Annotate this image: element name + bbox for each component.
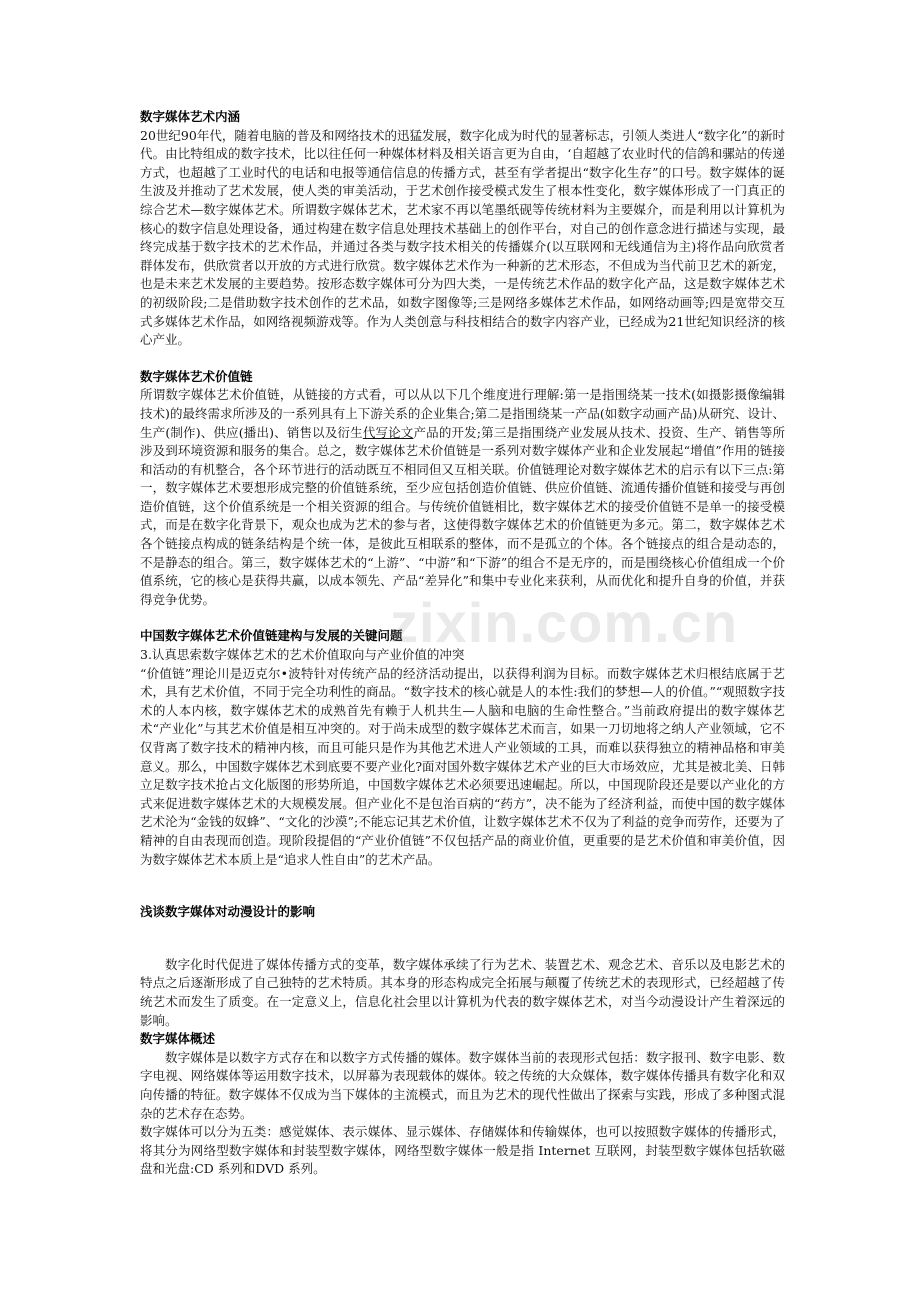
spacer	[140, 922, 785, 956]
spacer	[140, 609, 785, 627]
section-title-animation: 浅谈数字媒体对动漫设计的影响	[140, 904, 316, 920]
section-title-overview: 数字媒体概述	[140, 1031, 216, 1047]
text-run: 产品的开发;第三是指围绕产业发展从技术、投资、生产、销售等所涉及到环境资源和服务的集合。总之，数字媒体艺术价值链是一系列对数字媒体产业和企业发展起“增值”作用的链接和活动的有机整合，各个环节进行的活动既互不相同但又互相关联。价值链理论对数字媒体艺术的启示有以下三点:第一，数字媒体艺术要想形成完整的价值链系统，至少应包括创造价值链、供应价值链、流通传播价值链和接受与再创造价值链，这个价值系统是一个相关资源的组合。与传统价值链相比，数字媒体艺术的接受价值链不是单一的接受模式，而是在数字化背景下，观众也成为艺术的参与者，这使得数字媒体艺术的价值链更为多元。第二，数字媒体艺术各个链接点构成的链条结构是个统一体，是彼此互相联系的整体，而不是孤立的个体。各个链接点的组合是动态的，不是静态的组合。第三，数字媒体艺术的“上游”、“中游”和“下游”的组合不是无序的，而是围绕核心价值组成一个价值系统，它的核心是获得共赢，以成本领先、产品“差异化”和集中专业化来获利，从而优化和提升自身的价值，并获得竞争优势。	[140, 424, 785, 607]
paragraph-overview-2: 数字媒体可以分为五类：感觉媒体、表示媒体、显示媒体、存储媒体和传输媒体，也可以按照数字媒体的传播形式，将其分为网络型数字媒体和封装型数字媒体，网络型数字媒体一般是指 Internet 互联网，封装型数字媒体包括软磁盘和光盘:CD 系列和DVD 系列。	[140, 1124, 785, 1177]
watermark: zixin.com.cn	[390, 591, 739, 654]
paragraph-overview-1: 数字媒体是以数字方式存在和以数字方式传播的媒体。数字媒体当前的表现形式包括：数字报刊、数字电影、数字电视、网络媒体等运用数字技术，以屏幕为表现载体的媒体。较之传统的大众媒体，数字媒体传播具有数字化和双向传播的特征。数字媒体不仅成为当下媒体的主流模式，而且为艺术的现代性做出了探索与实践，形成了多种图式混杂的艺术存在态势。	[140, 1049, 785, 1121]
section-title-key-issues: 中国数字媒体艺术价值链建构与发展的关键问题	[140, 628, 403, 644]
paragraph-intro: 数字化时代促进了媒体传播方式的变革，数字媒体承续了行为艺术、装置艺术、观念艺术、音乐以及电影艺术的特点之后逐渐形成了自己独特的艺术特质。其本身的形态构成完全拓展与颠覆了传统艺术的表现形式，已经超越了传统艺术而发生了质变。在一定意义上，信息化社会里以计算机为代表的数字媒体艺术，对当今动漫设计产生着深远的影响。	[140, 956, 785, 1028]
document-page	[140, 108, 785, 1179]
subheading-conflict: 3.认真思索数字媒体艺术的艺术价值取向与产业价值的冲突	[140, 647, 465, 663]
spacer	[140, 350, 785, 368]
paragraph-key-issues: “价值链”理论川是迈克尔•波特针对传统产品的经济活动提出，以获得利润为目标。而数字媒体艺术归根结底属于艺术，具有艺术价值，不同于完全功利性的商品。“数字技术的核心就是人的本性:我们的梦想—人的价值。”“观照数字技术的人本内核，数字媒体艺术的成熟首先有赖于人机共生—人脑和电脑的生命性整合。”当前政府提出的数字媒体艺术“产业化”与其艺术价值是相互冲突的。对于尚未成型的数字媒体艺术而言，如果一刀切地将之纳人产业领域，它不仅背离了数字技术的精神内核，而且可能只是作为其他艺术进人产业领域的工具，而难以获得独立的精神品格和审美意义。那么，中国数字媒体艺术到底要不要产业化?面对国外数字媒体艺术产业的巨大市场效应，尤其是被北美、日韩立足数字技术抢占文化版图的形势所追，中国数字媒体艺术必须要迅速崛起。所以，中国现阶段还是要以产业化的方式来促进数字媒体艺术的大规模发展。但产业化不是包治百病的“药方”，决不能为了经济利益，而使中国的数字媒体艺术沦为“金钱的奴蜂”、“文化的沙漠”;不能忘记其艺术价值，让数字媒体艺术不仅为了利益的竞争而劳作，还要为了精神的自由表现而创造。现阶段提倡的“产业价值链”不仅包括产品的商业价值，更重要的是艺术价值和审美价值，因为数字媒体艺术本质上是“追求人性自由”的艺术产品。	[140, 665, 785, 867]
spacer	[140, 869, 785, 903]
paragraph-value-chain	[140, 386, 785, 609]
text-run: 所谓数字媒体艺术价值链，从链接的方式看，可以从以下几个维度进行理解:第一是指围绕某一技术(如摄影摄像编辑技术)的最终需求所涉及的一系列具有上下游关系的企业集合;第二是指围绕某一产品(如数字动画产品)从研究、设计、生产(制作)、供应(播出)、销售以及衍生	[140, 387, 785, 440]
paragraph-connotation: 20世纪90年代，随着电脑的普及和网络技术的迅猛发展，数字化成为时代的显著标志，引领人类进人“数字化”的新时代。由比特组成的数字技术，比以往任何一种媒体材料及相关语言更为自由，‘自超越了农业时代的信鸽和骡站的传递方式，也超越了工业时代的电话和电报等通信信息的传播方式，甚至有学者提出“数字化生存”的口号。数字媒体的诞生波及并推动了艺术发展，使人类的审美活动，于艺术创作接受模式发生了根本性变化，数字媒体形成了一门真正的综合艺术—数字媒体艺术。所谓数字媒体艺术，艺术家不再以笔墨纸砚等传统材料为主要媒介，而是利用以计算机为核心的数字信息处理设备，通过构建在数字信息处理技术基础上的创作平台，对自己的创作意念进行描述与实现，最终完成基于数字技术的艺术作品，并通过各类与数字技术相关的传播媒介(以互联网和无线通信为主)将作品向欣赏者群体发布，供欣赏者以开放的方式进行欣赏。数字媒体艺术作为一种新的艺术形态，不但成为当代前卫艺术的新宠，也是未来艺术发展的主要趋势。按形态数字媒体可分为四大类，一是传统艺术作品的数字化产品，这是数字媒体艺术的初级阶段;二是借助数字技术创作的艺术品，如数字图像等;三是网络多媒体艺术作品，如网络动画等;四是宽带交互式多媒体艺术作品，如网络视频游戏等。作为人类创意与科技相结合的数字内容产业，已经成为21世纪知识经济的核心产业。	[140, 127, 785, 348]
section-title-connotation: 数字媒体艺术内涵	[140, 109, 241, 124]
ad-link[interactable]: 代写论文	[362, 424, 414, 440]
section-title-value-chain: 数字媒体艺术价值链	[140, 368, 253, 384]
